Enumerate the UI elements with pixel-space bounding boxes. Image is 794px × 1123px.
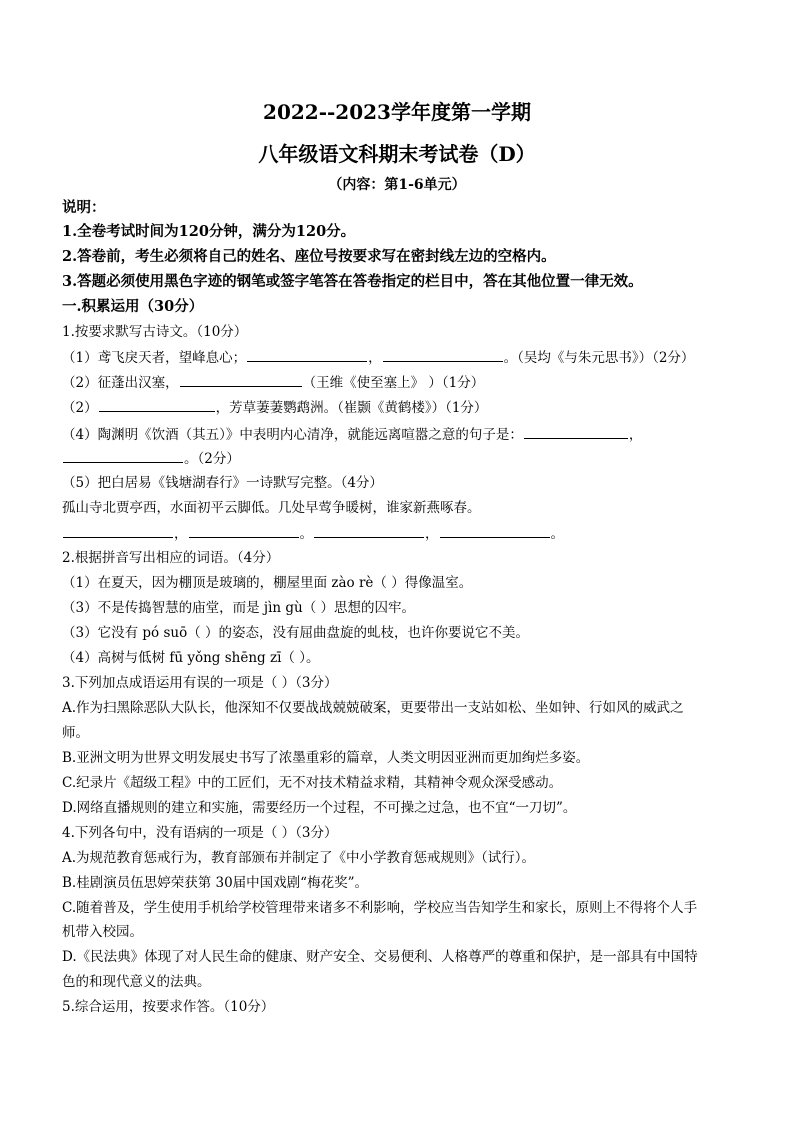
question-1-item-1: （1）鸢飞戾天者，望峰息心； ， 。（吴均《与朱元思书》）（2分）	[62, 347, 742, 368]
question-1-stem: 1.按要求默写古诗文。（10分）	[62, 324, 248, 340]
question-4-option-b: B.桂剧演员伍思婷荣获第 30届中国戏剧“梅花奖”。	[62, 875, 368, 891]
poem-blanks: ， 。 ， 。	[62, 523, 742, 544]
answer-blank[interactable]	[63, 523, 173, 538]
answer-blank[interactable]	[180, 372, 302, 387]
answer-blank[interactable]	[189, 523, 299, 538]
answer-blank[interactable]	[524, 424, 628, 439]
instructions-heading: 说明：	[62, 199, 106, 216]
question-4-option-d: D.《民法典》体现了对人民生命的健康、财产安全、交易便利、人格尊严的尊重和保护，是一部具有中国特	[62, 949, 698, 965]
answer-blank[interactable]	[440, 523, 550, 538]
question-1-item-4: （4）陶渊明《饮酒（其五）》中表明内心清净，就能远离喧嚣之意的句子是： ，	[62, 424, 742, 445]
exam-year-title: 2022--2023学年度第一学期	[263, 100, 531, 124]
question-1-item-2: （2）征蓬出汉塞， （王维《使至塞上》 ）（1分）	[62, 372, 742, 393]
question-4-stem: 4.下列各句中，没有语病的一项是（ ）（3分）	[62, 825, 338, 841]
exam-scope: （内容：第1-6单元）	[328, 177, 466, 193]
question-2-item: （3）不是传捣智慧的庙堂，而是 jìn gù（ ）思想的囚牢。	[62, 600, 415, 616]
question-4-option-d-cont: 色的和现代意义的法典。	[62, 974, 211, 990]
answer-blank[interactable]	[314, 523, 424, 538]
question-2-item: （4）高树与低树 fū yǒng shēng zī（ ）。	[62, 650, 320, 666]
question-3-option-a: A.作为扫黑除恶队大队长，他深知不仅要战战兢兢破案，更要带出一支站如松、坐如钟、行如风的威武之	[62, 700, 684, 716]
exam-name-title: 八年级语文科期末考试卷（D）	[258, 142, 536, 166]
question-3-option-c: C.纪录片《超级工程》中的工匠们，无不对技术精益求精，其精神令观众深受感动。	[62, 775, 563, 791]
answer-blank[interactable]	[247, 347, 367, 362]
section-heading: 一.积累运用（30分）	[62, 298, 204, 315]
question-3-option-b: B.亚洲文明为世界文明发展史书写了浓墨重彩的篇章，人类文明因亚洲而更加绚烂多姿。	[62, 750, 590, 766]
instruction-item: 1.全卷考试时间为120分钟，满分为120分。	[62, 223, 356, 240]
question-3-option-a-cont: 师。	[62, 725, 89, 741]
question-1-item-3: （2） ，芳草萋萋鹦鹉洲。（崔颢《黄鹤楼》）（1分）	[62, 397, 742, 418]
answer-blank[interactable]	[383, 347, 503, 362]
answer-blank[interactable]	[99, 397, 215, 412]
instruction-item: 3.答题必须使用黑色字迹的钢笔或签字笔答在答卷指定的栏目中，答在其他位置一律无效。	[62, 273, 643, 290]
poem-first-lines: 孤山寺北贾亭西，水面初平云脚低。几处早莺争暖树，谁家新燕啄春。	[62, 500, 481, 516]
instruction-item: 2.答卷前，考生必须将自己的姓名、座位号按要求写在密封线左边的空格内。	[62, 248, 556, 265]
question-3-stem: 3.下列加点成语运用有误的一项是（ ）（3分）	[62, 675, 338, 691]
question-4-option-c-cont: 机带入校园。	[62, 924, 143, 940]
question-2-item: （3）它没有 pó suō（ ）的姿态，没有屈曲盘旋的虬枝，也许你要说它不美。	[62, 625, 529, 641]
question-2-stem: 2.根据拼音写出相应的词语。（4分）	[62, 550, 280, 566]
question-2-item: （1）在夏天，因为棚顶是玻璃的，棚屋里面 zào rè（ ）得像温室。	[62, 575, 473, 591]
question-3-option-d: D.网络直播规则的建立和实施，需要经历一个过程，不可操之过急，也不宜“一刀切”。	[62, 800, 577, 816]
answer-blank[interactable]	[63, 448, 183, 463]
question-5-stem: 5.综合运用，按要求作答。（10分）	[62, 999, 275, 1015]
question-1-item-5: （5）把白居易《钱塘湖春行》一诗默写完整。（4分）	[62, 475, 383, 491]
question-4-option-a: A.为规范教育惩戒行为，教育部颁布并制定了《中小学教育惩戒规则》（试行）。	[62, 850, 536, 866]
question-1-item-4-cont: 。（2分）	[62, 448, 742, 469]
question-4-option-c: C.随着普及，学生使用手机给学校管理带来诸多不利影响，学校应当告知学生和家长，原则上不得将个人手	[62, 900, 698, 916]
